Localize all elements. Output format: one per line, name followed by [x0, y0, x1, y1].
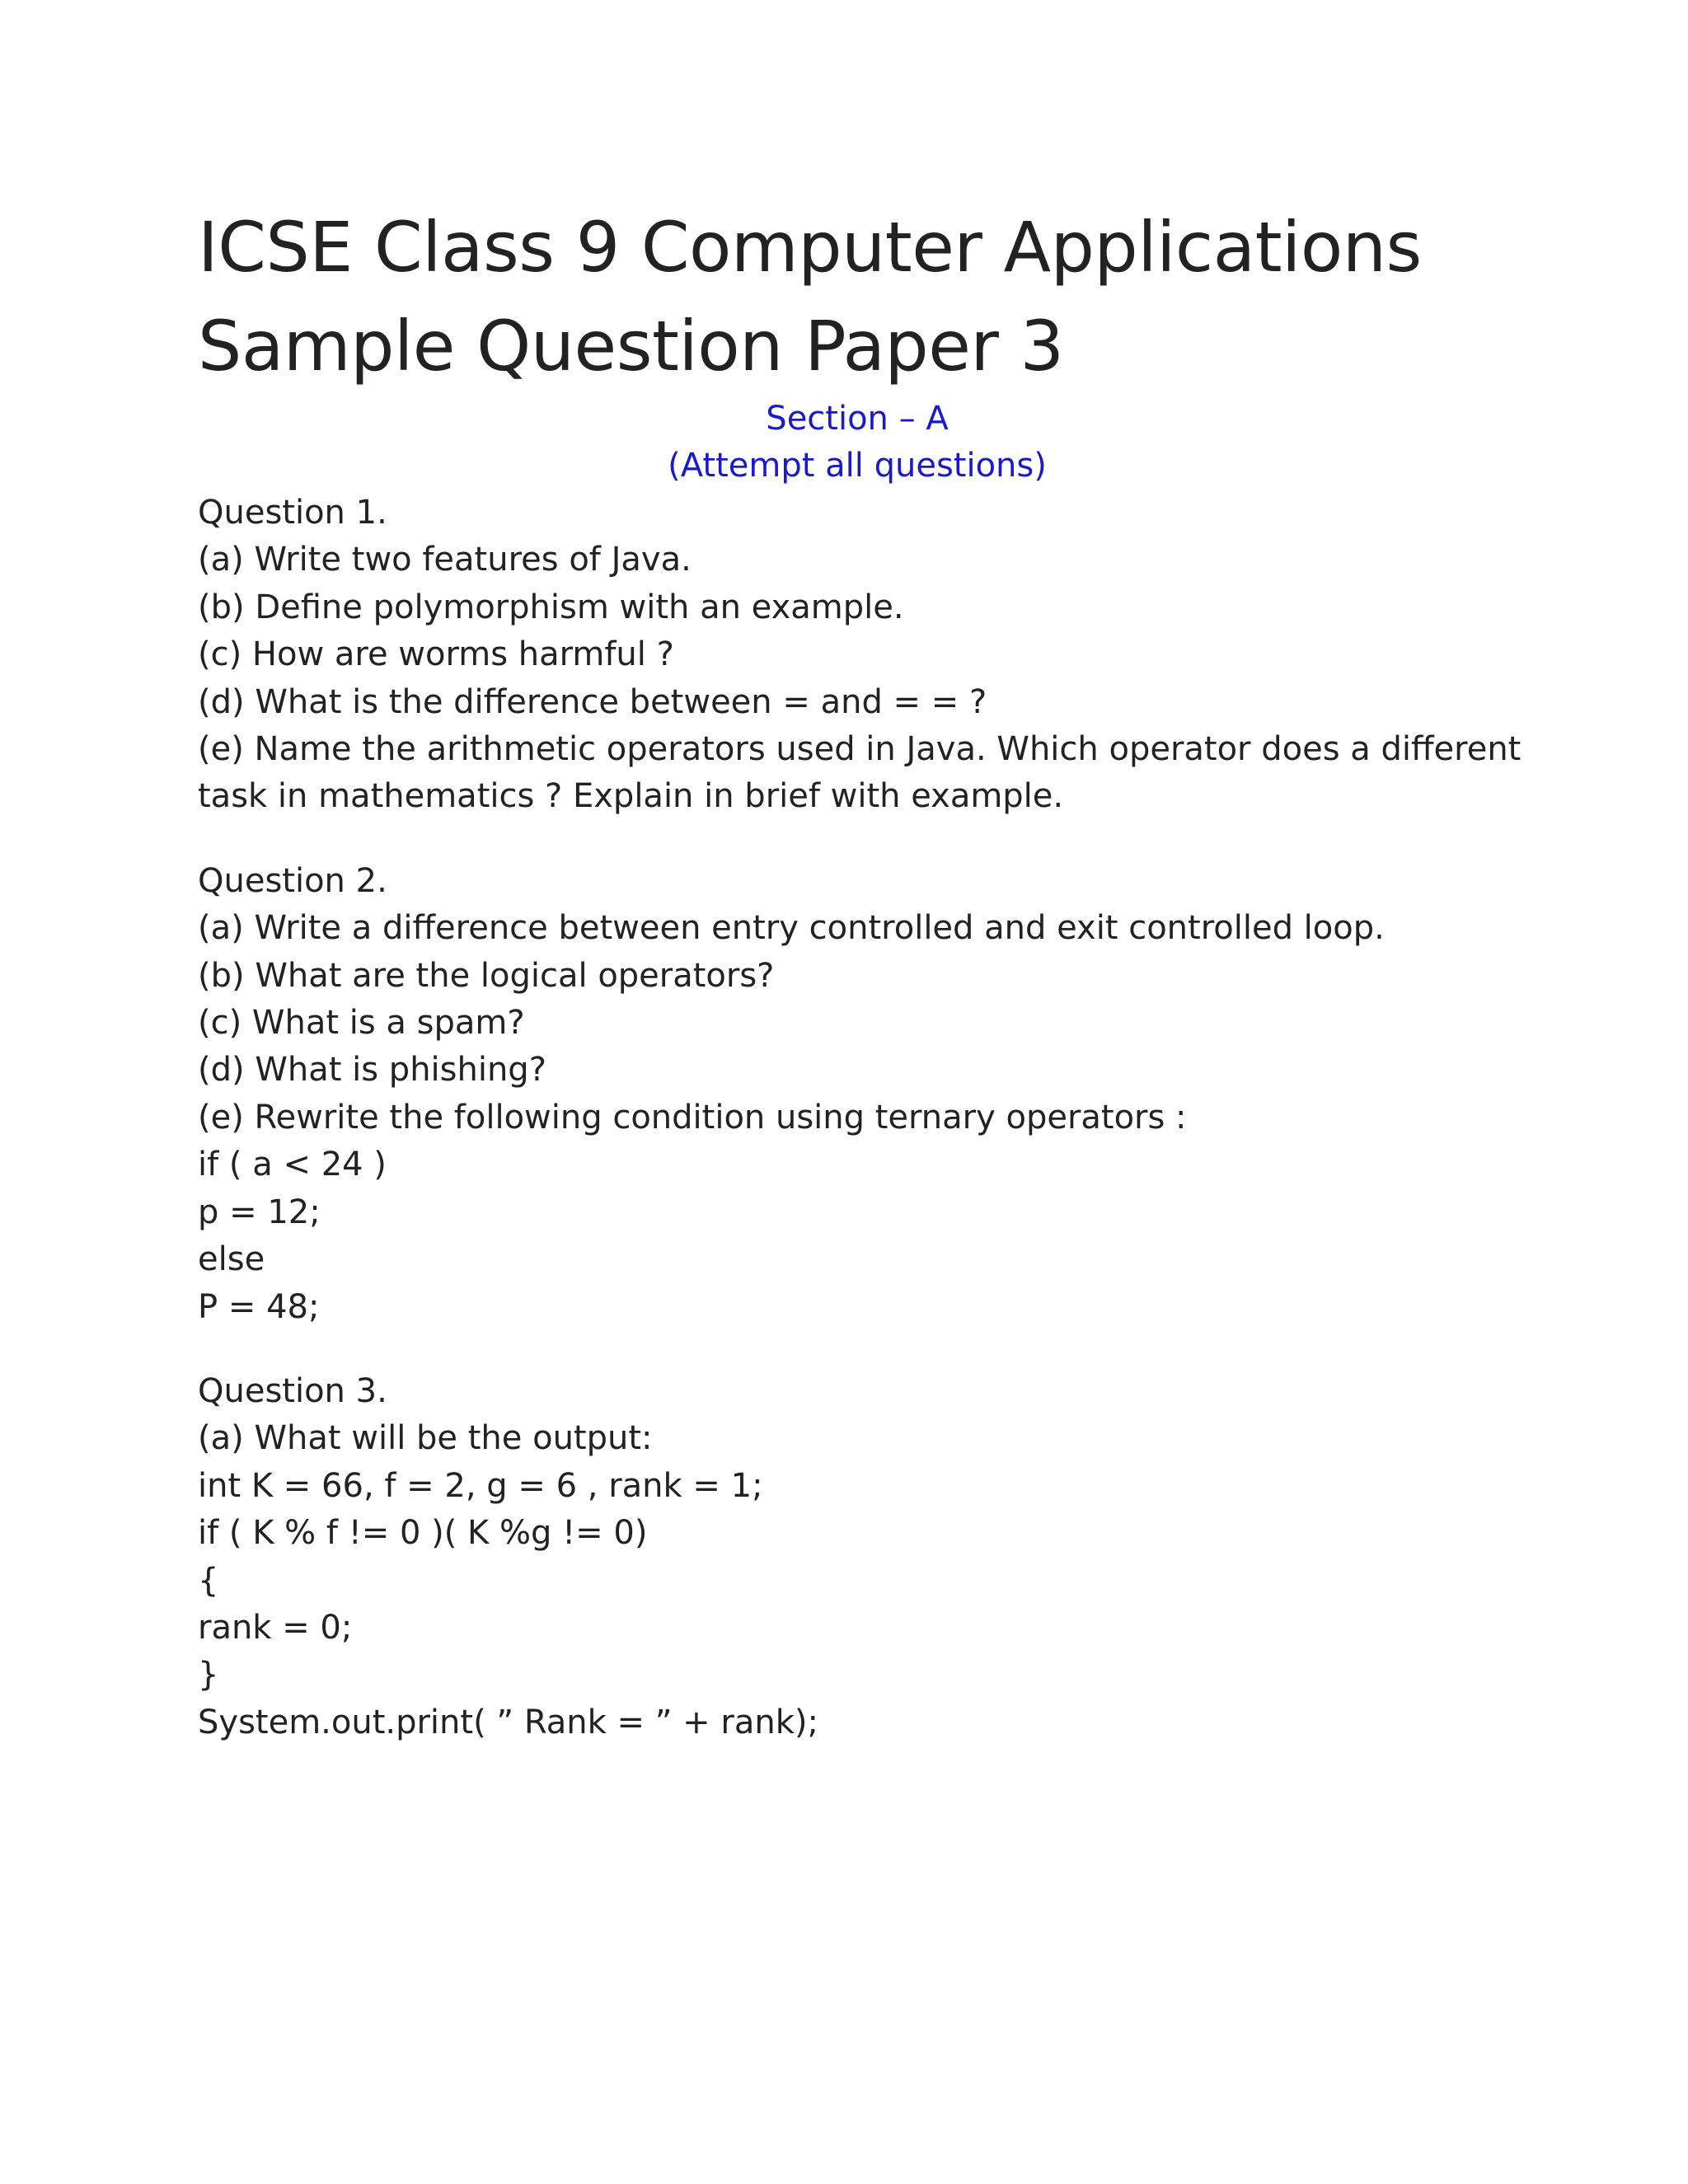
page-title [198, 198, 1517, 396]
question-line: (d) What is the difference between = and = = ? [198, 682, 987, 721]
section-title: Section – A [766, 400, 949, 438]
question-line: (a) What will be the output: [198, 1419, 653, 1458]
question-line: (a) Write a difference between entry controlled and exit controlled loop. [198, 909, 1385, 948]
document-page [198, 198, 1522, 1746]
code-line: else [198, 1240, 265, 1279]
question-line: (e) Rewrite the following condition using ternary operators : [198, 1098, 1187, 1137]
code-line: System.out.print( ” Rank = ” + rank); [198, 1703, 818, 1741]
question-line: (c) What is a spam? [198, 1004, 525, 1043]
code-line: } [198, 1656, 219, 1694]
question-line: (e) Name the arithmetic operators used in Java. Which operator does a different [198, 730, 1522, 769]
code-line: p = 12; [198, 1193, 321, 1231]
question-line: (b) What are the logical operators? [198, 956, 775, 995]
question-line: (d) What is phishing? [198, 1051, 546, 1090]
question-3 [198, 1368, 1517, 1746]
question-line: task in mathematics ? Explain in brief with example. [198, 777, 1064, 816]
question-heading: Question 3. [198, 1371, 387, 1410]
question-heading: Question 1. [198, 494, 387, 532]
question-line: (c) How are worms harmful ? [198, 635, 674, 674]
code-line: int K = 66, f = 2, g = 6 , rank = 1; [198, 1466, 763, 1505]
code-line: rank = 0; [198, 1608, 353, 1647]
question-2 [198, 858, 1517, 1331]
section-instruction: (Attempt all questions) [668, 447, 1047, 485]
question-line: (b) Define polymorphism with an example. [198, 588, 904, 626]
title-line-2: Sample Question Paper 3 [198, 306, 1064, 387]
question-heading: Question 2. [198, 861, 387, 900]
code-line: if ( a < 24 ) [198, 1146, 387, 1184]
code-line: if ( K % f != 0 )( K %g != 0) [198, 1514, 648, 1553]
code-line: { [198, 1561, 219, 1600]
question-1 [198, 490, 1522, 821]
code-line: P = 48; [198, 1287, 320, 1326]
question-line: (a) Write two features of Java. [198, 541, 692, 579]
title-line-1: ICSE Class 9 Computer Applications [198, 207, 1422, 288]
